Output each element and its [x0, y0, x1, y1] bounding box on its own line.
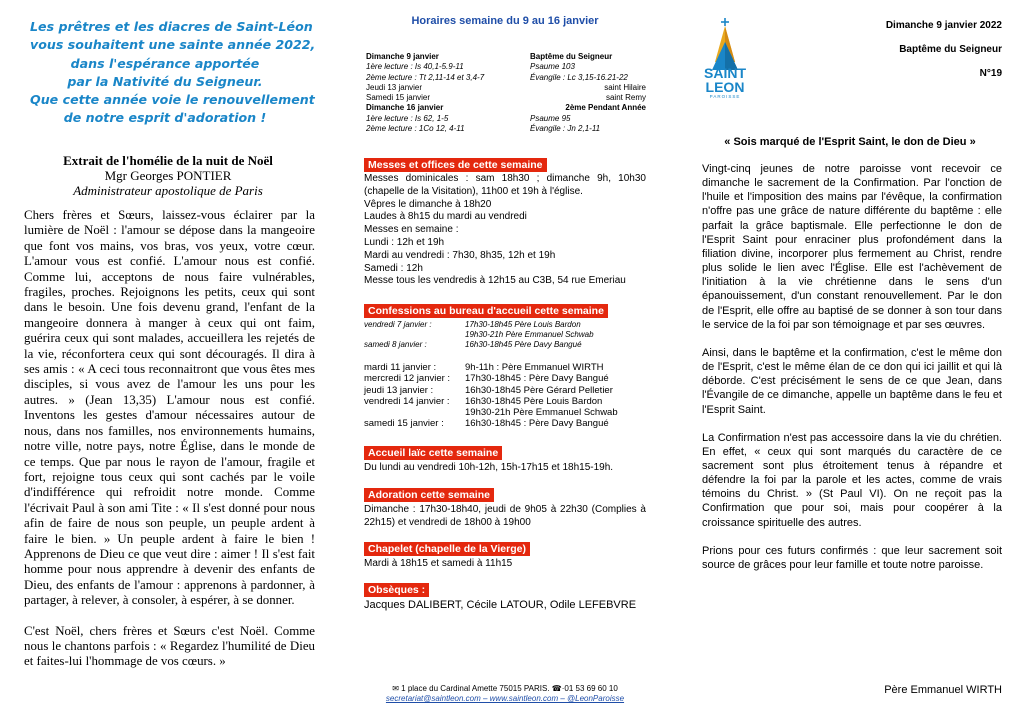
article-paragraph: Prions pour ces futurs confirmés : que leur sacrement soit source de grâces pour leur famille et toute notre paroisse.	[702, 544, 1002, 571]
reading-right: 2ème Pendant Année	[565, 103, 646, 113]
confession-row	[364, 340, 646, 350]
masses-vespers: Vêpres le dimanche à 18h20	[364, 198, 492, 210]
article-paragraph: La Confirmation n'est pas accessoire dans la vie du chrétien. En effet, « ceux qui sont marqués du caractère de ce sacrement sont plus étroitement tenus à répandre et défendre la foi par la parole et les actes, comme de vrais témoins du Christ. » (St Paul VI). On ne reçoit pas la Confirmation que pour soi, mais pour coopérer à la croissance spirituelle des autres.	[702, 431, 1002, 529]
reading-left: 1ère lecture : Is 62, 1-5	[366, 113, 449, 123]
confession-day: jeudi 13 janvier :	[364, 384, 434, 396]
confession-row	[364, 385, 646, 396]
article-title: « Sois marqué de l'Esprit Saint, le don de Dieu »	[724, 136, 976, 148]
reading-left: 1ère lecture : Is 40,1-5.9-11	[366, 62, 464, 72]
readings-row	[366, 114, 646, 124]
confession-slot: 19h30-21h Père Emmanuel Schwab	[465, 407, 618, 419]
confession-day	[364, 330, 465, 340]
confessions-past-block	[364, 320, 646, 351]
footer-links[interactable]: secretariat@saintleon.com – www.saintleon.com – @LeonParoisse	[385, 694, 625, 703]
obseques-header: Obsèques :	[364, 583, 429, 597]
confession-day: mardi 11 janvier :	[364, 362, 437, 373]
masses-saturday: Samedi : 12h	[364, 262, 423, 274]
readings-row	[366, 73, 646, 83]
masses-friday-c3b: Messe tous les vendredis à 12h15 au C3B, 54 rue Emeriau	[364, 275, 626, 287]
issue-feast: Baptême du Seigneur	[899, 44, 1002, 55]
masses-header: Messes et offices de cette semaine	[364, 158, 547, 172]
reading-right: Psaume 95	[530, 113, 571, 123]
chapelet-text: Mardi à 18h15 et samedi à 11h15	[364, 558, 513, 569]
confession-slot: 16h30-18h45 Père Davy Bangué	[465, 340, 582, 350]
article-body	[702, 162, 1002, 586]
confession-row	[364, 330, 646, 340]
homily-paragraph: C'est Noël, chers frères et Sœurs c'est Noël. Comme nous le chantons parfois : « Regardez l'humilité de Dieu et faites-lui l'hommage de vos cœurs. »	[24, 623, 315, 669]
reading-left: Dimanche 9 janvier	[366, 52, 439, 61]
confession-slot: 16h30-18h45 : Père Davy Bangué	[465, 418, 609, 430]
issue-number: N°19	[979, 68, 1002, 79]
homily-text	[24, 208, 315, 685]
readings-row	[366, 103, 646, 113]
confession-row	[364, 373, 646, 384]
masses-monday: Lundi : 12h et 19h	[364, 236, 445, 248]
confession-slot: 16h30-18h45 Père Louis Bardon	[465, 395, 603, 407]
footer-address: ✉ 1 place du Cardinal Amette 75015 PARIS. ☎·01 53 69 60 10	[392, 684, 618, 693]
greeting-line: dans l'espérance apportée	[70, 55, 260, 71]
chapelet-header: Chapelet (chapelle de la Vierge)	[364, 542, 530, 556]
footer	[350, 684, 660, 704]
reading-right: Évangile : Lc 3,15-16.21-22	[530, 72, 628, 82]
confession-day: samedi 8 janvier :	[364, 340, 427, 350]
masses-weekday-title: Messes en semaine :	[364, 224, 459, 236]
logo-word-saint: SAINT	[704, 65, 746, 81]
confession-row	[364, 320, 646, 330]
masses-tue-fri: Mardi au vendredi : 7h30, 8h35, 12h et 19h	[364, 249, 556, 261]
confession-slot: 17h30-18h45 : Père Davy Bangué	[465, 373, 609, 385]
reading-right: Psaume 103	[530, 62, 575, 72]
schedule-title: Horaires semaine du 9 au 16 janvier	[411, 15, 599, 27]
homily-title: Extrait de l'homélie de la nuit de Noël	[63, 153, 273, 168]
parish-logo	[700, 18, 750, 100]
accueil-header: Accueil laïc cette semaine	[364, 446, 502, 460]
reading-right: Évangile : Jn 2,1-11	[530, 124, 601, 134]
homily-paragraph: Chers frères et Sœurs, laissez-vous éclairer par la lumière de Noël : l'amour se dépose dans la mangeoire que font vos mains, vos bras, vos yeux, votre cœur. L'amour vous est confié. L'amour nous est confié. Comme lui, acceptons de nous faire vulnérables, fragiles, proches. Rejoignons les petits, ceux qui sont dans le besoin. Une fois devenu grand, l'enfant de la mangeoire donnera à manger à ceux qui ont faim, guérira ceux qui sont malades, accueillera les rejetés de la vie, réconfortera ceux qui sont découragés. Il dira à ses amis : « A ceci tous reconnaitront que vous êtes mes disciples, si vous avez de l'amour les uns pour les autres. » (Jean 13,35) L'amour nous est confié. Inventons les gestes d'amour nécessaires autour de nous, dans nos familles, nos environnements humains, notre ville, notre pays, notre Église, dans le monde de ce temps. Que par nous le rayon de l'amour, fragile et fort, rejoigne tous ceux qui sont cachés par le voile d'indifférence qui refroidit notre monde. Comme l'écrivait Paul à son ami Tite : « Il s'est donné pour nous afin de faire de nous son peuple, un peuple ardent à faire le bien. » Un peuple ardent à faire le bien ! Apprenons de Dieu ce que veut dire : aimer ! Il s'est fait homme pour nous apprendre à devenir des enfants de Dieu, des enfants de l'amour : apprenons à pardonner, à partager, à relever, à consoler, à espérer, à se donner.	[24, 208, 315, 608]
confession-row	[364, 407, 646, 418]
reading-left: 2ème lecture : Tt 2,11-14 et 3,4-7	[366, 72, 485, 82]
adoration-text: Dimanche : 17h30-18h40, jeudi de 9h05 à 22h30 (Complies à 22h15) et vendredi de 18h00 à 19h00	[364, 504, 646, 528]
confession-slot: 16h30-18h45 Père Gérard Pelletier	[465, 384, 613, 396]
adoration-header: Adoration cette semaine	[364, 488, 494, 502]
confession-day: mercredi 12 janvier :	[364, 373, 451, 385]
reading-left: Samedi 15 janvier	[366, 93, 431, 103]
readings-block	[366, 52, 646, 134]
confession-day: vendredi 7 janvier :	[364, 320, 432, 329]
greeting-line: Les prêtres et les diacres de Saint-Léon	[30, 19, 313, 34]
confession-day: vendredi 14 janvier :	[364, 395, 450, 407]
obseques-names: Jacques DALIBERT, Cécile LATOUR, Odile LEFEBVRE	[364, 599, 637, 611]
homily-author-role: Administrateur apostolique de Paris	[73, 183, 263, 198]
readings-row	[366, 93, 646, 103]
reading-left: Jeudi 13 janvier	[366, 82, 423, 92]
greeting-line: par la Nativité du Seigneur.	[67, 73, 263, 89]
article-paragraph: Vingt-cinq jeunes de notre paroisse vont recevoir ce dimanche le sacrement de la Confirmation. Par l'onction de l'huile et l'imposition des mains par l'évêque, la confirmation n'offre pas une grâce de nature différente du baptême : elle parfait la grâce baptismale. Elle perfectionne le don de l'Esprit Saint pour enraciner plus profondément dans la filiation divine, incorporer plus fermement au Christ, rendre plus solide le lien avec l'Église. Elle est l'achèvement de l'initiation à la vie chrétienne dans le sens d'un épanouissement, d'un constant renouvellement. Par le don de l'Esprit, elle offre au baptisé de se donner à son tour dans le service de la foi par son témoignage et par ses œuvres.	[702, 163, 1002, 331]
issue-date: Dimanche 9 janvier 2022	[885, 20, 1002, 31]
confession-day: samedi 15 janvier :	[364, 418, 444, 430]
greeting-line: Que cette année voie le renouvellement	[30, 92, 315, 108]
article-signature: Père Emmanuel WIRTH	[884, 684, 1002, 696]
article-paragraph: Ainsi, dans le baptême et la confirmation, c'est le même don de l'Esprit, c'est le même élan de ce don qui ici jaillit et qui là déborde. C'est précisément le sens de ce que Jean, dans l'Évangile de ce dimanche, appelle un baptême dans le feu et l'Esprit Saint.	[702, 346, 1002, 416]
masses-block	[364, 173, 646, 288]
reading-right: saint Hilaire	[604, 82, 646, 92]
confessions-header: Confessions au bureau d'accueil cette semaine	[364, 304, 608, 318]
confession-slot: 19h30-21h Père Emmanuel Schwab	[465, 330, 594, 340]
readings-row	[366, 62, 646, 72]
greeting-line: vous souhaitent une sainte année 2022,	[30, 37, 316, 53]
logo-word-leon: LEON	[705, 79, 745, 95]
reading-right: Baptême du Seigneur	[530, 52, 613, 61]
masses-sunday: Messes dominicales : sam 18h30 ; dimanche 9h, 10h30 (chapelle de la Visitation), 11h00 et 19h à l'église.	[364, 173, 646, 197]
homily-heading	[24, 153, 312, 198]
masses-lauds: Laudes à 8h15 du mardi au vendredi	[364, 211, 527, 223]
accueil-text: Du lundi au vendredi 10h-12h, 15h-17h15 et 18h15-19h.	[364, 462, 614, 473]
confession-slot: 9h-11h : Père Emmanuel WIRTH	[465, 362, 604, 373]
readings-row	[366, 52, 646, 62]
confession-day	[364, 407, 465, 418]
confession-row	[364, 362, 646, 373]
confession-slot: 17h30-18h45 Père Louis Bardon	[465, 320, 581, 329]
confessions-week-block	[364, 362, 646, 430]
adoration-block	[364, 504, 646, 530]
logo-word-paroisse: PAROISSE	[709, 94, 741, 99]
greeting-line: de notre esprit d'adoration !	[63, 110, 267, 126]
homily-author: Mgr Georges PONTIER	[104, 168, 232, 183]
readings-row	[366, 124, 646, 134]
confession-row	[364, 418, 646, 429]
reading-left: 2ème lecture : 1Co 12, 4-11	[366, 124, 465, 134]
reading-left: Dimanche 16 janvier	[366, 103, 444, 113]
reading-right: saint Remy	[605, 93, 646, 103]
confession-row	[364, 396, 646, 407]
greeting-block	[30, 18, 316, 128]
readings-row	[366, 83, 646, 93]
